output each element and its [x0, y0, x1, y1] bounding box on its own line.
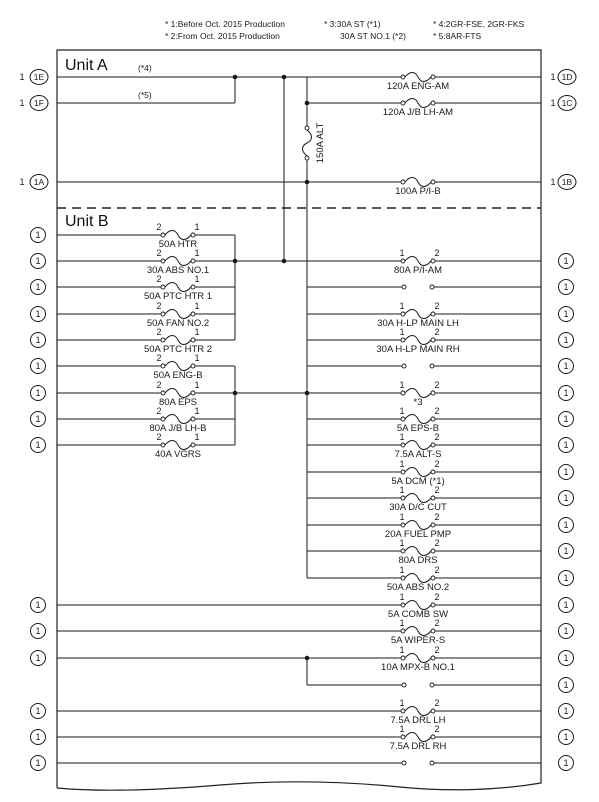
- fuse-terminal: [431, 470, 435, 474]
- fuse-terminal: [191, 285, 195, 289]
- fuse-terminal: [401, 603, 405, 607]
- junction-dot: [305, 180, 310, 185]
- fuse-terminal: [431, 496, 435, 500]
- connector: [31, 412, 46, 427]
- fuse-label: 80A P/I-AM: [393, 265, 443, 276]
- fuse-terminal: [161, 338, 165, 342]
- fuse-pin-number: 1: [399, 592, 405, 602]
- fuse-terminal: [305, 156, 309, 160]
- fuse-terminal: [191, 417, 195, 421]
- fuse-pin-number: 1: [399, 512, 405, 522]
- connector-pin: 1: [35, 758, 41, 769]
- fuse-pin-number: 1: [399, 698, 405, 708]
- connector-id: 1A: [33, 177, 45, 187]
- connector: [559, 518, 574, 533]
- fuse-terminal: [431, 549, 435, 553]
- fuse-label: 50A FAN NO.2: [146, 318, 210, 329]
- fuse-label: 5A COMB SW: [387, 609, 449, 620]
- fuse-pin-number: 2: [434, 432, 440, 442]
- note-4: * 4:2GR-FSE, 2GR-FKS: [433, 19, 525, 29]
- fuse-terminal: [431, 523, 435, 527]
- fuse-pin-number: 2: [434, 459, 440, 469]
- contact-terminal: [430, 285, 434, 289]
- connector-pin: 1: [35, 706, 41, 717]
- connector-pin: 1: [35, 600, 41, 611]
- fuse-label: 20A FUEL PMP: [384, 529, 452, 540]
- fuse-terminal: [401, 496, 405, 500]
- fuse-label: 120A ENG-AM: [386, 81, 450, 92]
- footnotes: [165, 19, 524, 41]
- fuse-label: 30A H-LP MAIN RH: [376, 344, 460, 355]
- connector-pin: 1: [563, 653, 569, 664]
- fuse-pin-number: 1: [194, 248, 200, 258]
- fuse-label: 50A ENG-B: [153, 370, 203, 381]
- fuse-pin-number: 2: [434, 592, 440, 602]
- connector-id: 1C: [561, 98, 573, 108]
- fuse-label: 150A ALT: [315, 122, 326, 164]
- fuse-pin-number: 2: [156, 353, 162, 363]
- connector-pin: 1: [563, 388, 569, 399]
- connector-pin: 1: [563, 414, 569, 425]
- fuse-pin-number: 2: [156, 327, 162, 337]
- fuse-pin-number: 1: [194, 406, 200, 416]
- fuse-terminal: [191, 259, 195, 263]
- fuse-pin-number: 2: [156, 406, 162, 416]
- connector: [31, 730, 46, 745]
- fuse-pin-number: 2: [156, 222, 162, 232]
- fuse-terminal: [431, 735, 435, 739]
- fuse-pin-number: 2: [434, 380, 440, 390]
- connector-pin: 1: [35, 440, 41, 451]
- fuse-pin-number: 2: [434, 698, 440, 708]
- fuse-pin-number: 1: [399, 724, 405, 734]
- connector: [559, 412, 574, 427]
- wires: [57, 75, 541, 763]
- connector: [31, 704, 46, 719]
- unit-b-label: Unit B: [65, 213, 109, 230]
- junction-dot: [233, 75, 238, 80]
- connector-id: 1F: [34, 98, 44, 108]
- connector: [31, 254, 46, 269]
- fuse-label: 50A ABS NO.2: [386, 582, 450, 593]
- fuse-terminal: [401, 523, 405, 527]
- fuse-pin-number: 1: [194, 327, 200, 337]
- connector-pin: 1: [563, 626, 569, 637]
- fuse-terminal: [431, 629, 435, 633]
- connector-pin: 1: [550, 98, 556, 109]
- fuse-pin-number: 2: [434, 618, 440, 628]
- fuse-terminal: [401, 180, 405, 184]
- connector: [31, 359, 46, 374]
- connector: [559, 544, 574, 559]
- connector-pin: 1: [563, 680, 569, 691]
- fuse-pin-number: 2: [156, 380, 162, 390]
- fuse-terminal: [161, 259, 165, 263]
- junction-dot: [282, 259, 287, 264]
- fuse-pin-number: 2: [434, 538, 440, 548]
- connector-pin: 1: [563, 361, 569, 372]
- fuse-terminal: [401, 417, 405, 421]
- connector: [559, 571, 574, 586]
- connector-pin: 1: [563, 758, 569, 769]
- connector-id: 1B: [561, 177, 573, 187]
- fuse-terminal: [431, 312, 435, 316]
- fuse-terminal: [401, 735, 405, 739]
- junction-dot: [305, 101, 310, 106]
- fuse-element: [303, 130, 312, 156]
- contact-terminal: [402, 683, 406, 687]
- fuse-terminal: [401, 470, 405, 474]
- fuse-terminal: [161, 443, 165, 447]
- fuse-terminal: [401, 312, 405, 316]
- fuse-terminal: [431, 259, 435, 263]
- fuse-label: 5A WIPER-S: [390, 635, 446, 646]
- fuse-terminal: [161, 285, 165, 289]
- fuse-pin-number: 1: [399, 380, 405, 390]
- fuse-pin-number: 2: [434, 327, 440, 337]
- connector: [559, 254, 574, 269]
- connector-pin: 1: [35, 230, 41, 241]
- fuse-pin-number: 1: [194, 274, 200, 284]
- connector-pin: 1: [35, 732, 41, 743]
- fuse-terminal: [191, 312, 195, 316]
- connector-pin: 1: [35, 256, 41, 267]
- open-contact: [402, 761, 434, 765]
- fuse-terminal: [401, 259, 405, 263]
- connector-pin: 1: [563, 282, 569, 293]
- connector: [559, 651, 574, 666]
- connector-pin: 1: [563, 600, 569, 611]
- fuse-pin-number: 1: [399, 485, 405, 495]
- connector-pin: 1: [35, 626, 41, 637]
- fuse-pin-number: 1: [399, 327, 405, 337]
- connector-pin: 1: [563, 706, 569, 717]
- connector-pin: 1: [563, 546, 569, 557]
- connector: [559, 333, 574, 348]
- fuse-label: 50A PTC HTR 1: [143, 291, 213, 302]
- fuse-label: 30A D/C CUT: [389, 502, 447, 513]
- connector-pin: 1: [19, 72, 25, 83]
- connector: [550, 96, 576, 111]
- connector: [31, 307, 46, 322]
- connector: [559, 438, 574, 453]
- connector: [31, 333, 46, 348]
- junction-dot: [233, 391, 238, 396]
- fuse-terminal: [431, 391, 435, 395]
- note-1: * 1:Before Oct. 2015 Production: [165, 19, 286, 29]
- fuse-pin-number: 2: [434, 565, 440, 575]
- note-3: * 3:30A ST (*1): [324, 19, 381, 29]
- fuse-label: 80A DRS: [398, 555, 438, 566]
- fuse-pin-number: 2: [156, 274, 162, 284]
- connector-pin: 1: [19, 177, 25, 188]
- fuse-terminal: [431, 338, 435, 342]
- fuse-terminal: [431, 101, 435, 105]
- fuse-pin-number: 1: [399, 618, 405, 628]
- relay-block-outline: [57, 50, 541, 790]
- fuse-pin-number: 2: [434, 485, 440, 495]
- connector-pin: 1: [19, 98, 25, 109]
- connector-id: 1D: [561, 72, 573, 82]
- connector-pin: 1: [563, 440, 569, 451]
- fuse-pin-number: 1: [399, 301, 405, 311]
- fuse-terminal: [431, 576, 435, 580]
- fuse-pin-number: 1: [399, 645, 405, 655]
- open-contact: [402, 285, 434, 289]
- fuse-terminal: [401, 629, 405, 633]
- junction-dot: [282, 75, 287, 80]
- fuse-label: 80A EPS: [158, 397, 198, 408]
- fuse-pin-number: 2: [156, 301, 162, 311]
- connector: [559, 491, 574, 506]
- connectors: [19, 70, 576, 771]
- fuse-terminal: [431, 417, 435, 421]
- connector: [31, 598, 46, 613]
- connector: [19, 70, 48, 85]
- fuse-pin-number: 1: [399, 565, 405, 575]
- connector-pin: 1: [35, 309, 41, 320]
- fuse-pin-number: 1: [194, 301, 200, 311]
- connector-pin: 1: [563, 493, 569, 504]
- open-contact: [402, 364, 434, 368]
- fuse-pin-number: 1: [194, 222, 200, 232]
- fuse-pin-number: 1: [399, 538, 405, 548]
- contact-terminal: [402, 761, 406, 765]
- contact-terminal: [402, 364, 406, 368]
- fuse-label: 30A H-LP MAIN LH: [377, 318, 459, 329]
- fuse-label: 7.5A DRL LH: [390, 715, 446, 726]
- fuse-terminal: [191, 338, 195, 342]
- fuse-terminal: [191, 391, 195, 395]
- fuse-terminal: [305, 126, 309, 130]
- connector: [559, 730, 574, 745]
- fuse-terminal: [431, 180, 435, 184]
- fuse-terminal: [401, 101, 405, 105]
- fuse-terminal: [161, 364, 165, 368]
- fuse-terminal: [401, 656, 405, 660]
- fuse-pin-number: 2: [156, 248, 162, 258]
- open-contact: [402, 683, 434, 687]
- fuse-terminal: [191, 443, 195, 447]
- fuse-label: 40A VGRS: [155, 449, 201, 460]
- connector-pin: 1: [35, 653, 41, 664]
- connector: [559, 598, 574, 613]
- connector: [559, 624, 574, 639]
- junction-dot: [233, 259, 238, 264]
- fuse-label: 7.5A DRL RH: [389, 741, 447, 752]
- fuse-pin-number: 1: [399, 406, 405, 416]
- fuse-terminal: [401, 709, 405, 713]
- fuse-label: 10A MPX-B NO.1: [381, 662, 455, 673]
- connector: [31, 651, 46, 666]
- connector: [559, 386, 574, 401]
- fuse-terminal: [431, 603, 435, 607]
- fuse-terminal: [401, 338, 405, 342]
- connector-id: 1E: [33, 72, 45, 82]
- contact-terminal: [430, 683, 434, 687]
- connector: [19, 175, 48, 190]
- junction-dot: [305, 656, 310, 661]
- fuse-pin-number: 1: [194, 380, 200, 390]
- fuse-terminal: [161, 233, 165, 237]
- fuse-symbol: [303, 126, 312, 160]
- fuse-label: 30A ABS NO.1: [146, 265, 210, 276]
- fuse-label: 80A J/B LH-B: [149, 423, 207, 434]
- fuse-terminal: [401, 75, 405, 79]
- fuse-label: 120A J/B LH-AM: [382, 107, 454, 118]
- connector: [559, 756, 574, 771]
- fuse-pin-number: 2: [434, 512, 440, 522]
- junction-dot: [305, 391, 310, 396]
- fuse-pin-number: 2: [156, 432, 162, 442]
- connector: [559, 307, 574, 322]
- connector: [559, 280, 574, 295]
- contact-terminal: [402, 285, 406, 289]
- connector-pin: 1: [563, 256, 569, 267]
- fuse-label: 50A HTR: [158, 239, 198, 250]
- fuse-pin-number: 1: [399, 432, 405, 442]
- connector-pin: 1: [563, 520, 569, 531]
- fuse-terminal: [431, 709, 435, 713]
- fuse-pin-number: 1: [194, 432, 200, 442]
- connector: [31, 386, 46, 401]
- fuse-label: 5A DCM (*1): [391, 476, 445, 487]
- connector-pin: 1: [563, 732, 569, 743]
- fuse-label: *3: [413, 397, 423, 408]
- fuse-terminal: [401, 576, 405, 580]
- contact-terminal: [430, 364, 434, 368]
- connector-pin: 1: [550, 177, 556, 188]
- fuse-label: 50A PTC HTR 2: [143, 344, 213, 355]
- note-2: * 2:From Oct. 2015 Production: [165, 31, 280, 41]
- connector: [559, 359, 574, 374]
- connector-pin: 1: [35, 414, 41, 425]
- fuse-terminal: [431, 656, 435, 660]
- unit-a-label: Unit A: [65, 57, 108, 74]
- connector: [550, 175, 576, 190]
- connector: [550, 70, 576, 85]
- contact-terminal: [430, 761, 434, 765]
- wire-note-4: (*4): [138, 63, 152, 73]
- connector-pin: 1: [35, 361, 41, 372]
- connector-pin: 1: [563, 335, 569, 346]
- connector: [31, 228, 46, 243]
- fuse-pin-number: 1: [399, 248, 405, 258]
- fuse-label: 7.5A ALT-S: [394, 449, 442, 460]
- fuse-terminal: [191, 364, 195, 368]
- fuse-pin-number: 2: [434, 645, 440, 655]
- fuse-pin-number: 1: [399, 459, 405, 469]
- connector: [31, 438, 46, 453]
- fuse-terminal: [401, 391, 405, 395]
- connector: [19, 96, 48, 111]
- fuse-terminal: [161, 417, 165, 421]
- fuse-pin-number: 2: [434, 301, 440, 311]
- fuse-terminal: [401, 443, 405, 447]
- fuse-terminal: [161, 391, 165, 395]
- fuse-pin-number: 2: [434, 248, 440, 258]
- wire-note-5: (*5): [138, 90, 152, 100]
- fuse-pin-number: 2: [434, 724, 440, 734]
- fuse-terminal: [191, 233, 195, 237]
- connector: [31, 280, 46, 295]
- note-5: * 5:8AR-FTS: [433, 31, 482, 41]
- connector: [31, 624, 46, 639]
- connector-pin: 1: [35, 388, 41, 399]
- fuse-terminal: [161, 312, 165, 316]
- connector-pin: 1: [35, 282, 41, 293]
- connector-pin: 1: [563, 309, 569, 320]
- note-3-continued: 30A ST NO.1 (*2): [340, 31, 406, 41]
- fuse-label: 100A P/I-B: [395, 186, 441, 197]
- connector: [559, 678, 574, 693]
- fuse-label: 5A EPS-B: [396, 423, 440, 434]
- fuse-pin-number: 2: [434, 406, 440, 416]
- connector: [559, 704, 574, 719]
- connector-pin: 1: [563, 573, 569, 584]
- fuse-terminal: [431, 75, 435, 79]
- fuse-pin-number: 1: [194, 353, 200, 363]
- fuse-terminal: [431, 443, 435, 447]
- fuse-terminal: [401, 549, 405, 553]
- connector-pin: 1: [563, 467, 569, 478]
- connector: [559, 465, 574, 480]
- connector: [31, 756, 46, 771]
- connector-pin: 1: [550, 72, 556, 83]
- connector-pin: 1: [35, 335, 41, 346]
